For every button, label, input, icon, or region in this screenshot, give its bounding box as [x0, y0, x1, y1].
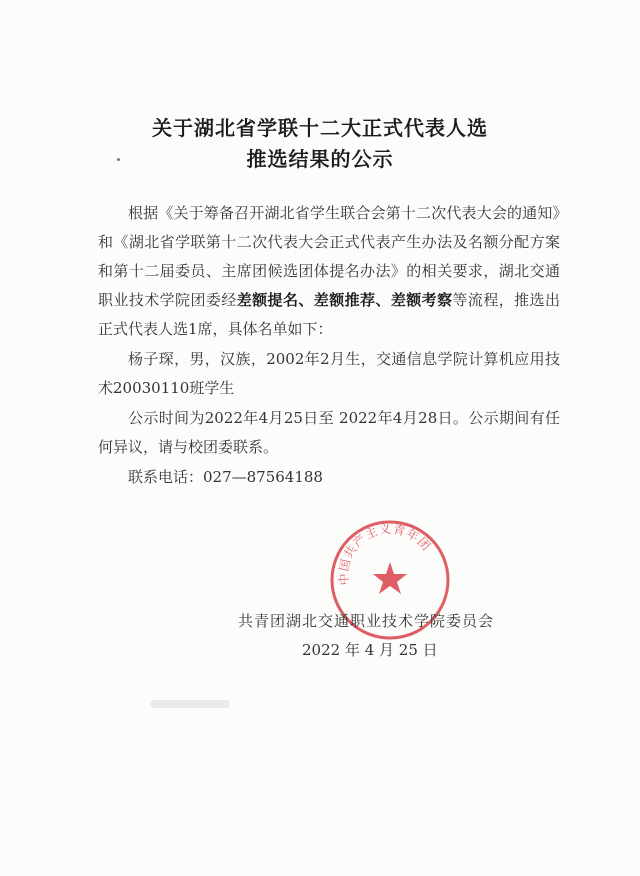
paragraph-basis-text2: 等流程，推选出正式代表人选1席，具体名单如下：	[98, 291, 560, 338]
scan-smudge	[150, 700, 230, 708]
signature-date: 2022 年 4 月 25 日	[302, 641, 438, 659]
document-title-line2: 推选结果的公示	[246, 147, 394, 171]
paragraph-period: 公示时间为2022年4月25日至 2022年4月28日。公示期间有任何异议，请与校团委联系。	[98, 409, 560, 456]
seal-outer-text: 中国共产主义青年团	[336, 521, 434, 586]
paragraph-basis	[98, 199, 560, 344]
seal-star-icon	[373, 562, 407, 594]
paragraph-basis-bold: 差额提名、差额推荐、差额考察	[236, 291, 453, 309]
paragraph-contact: 联系电话：027—87564188	[128, 468, 323, 486]
signature-organization: 共青团湖北交通职业技术学院委员会	[238, 612, 495, 630]
paragraph-candidate: 杨子琛，男，汉族，2002年2月生，交通信息学院计算机应用技术20030110班学生	[98, 350, 560, 397]
paragraph-basis-text1: 根据《关于筹备召开湖北省学生联合会第十二次代表大会的通知》和《湖北省学联第十二次代表大会正式代表产生办法及名额分配方案和第十二届委员、主席团候选团体提名办法》的相关要求，湖北交通职业技术学院团委经	[98, 204, 560, 309]
document-title-line1: 关于湖北省学联十二大正式代表人选	[152, 116, 488, 140]
document-body	[98, 199, 560, 493]
scan-speck	[117, 158, 120, 161]
